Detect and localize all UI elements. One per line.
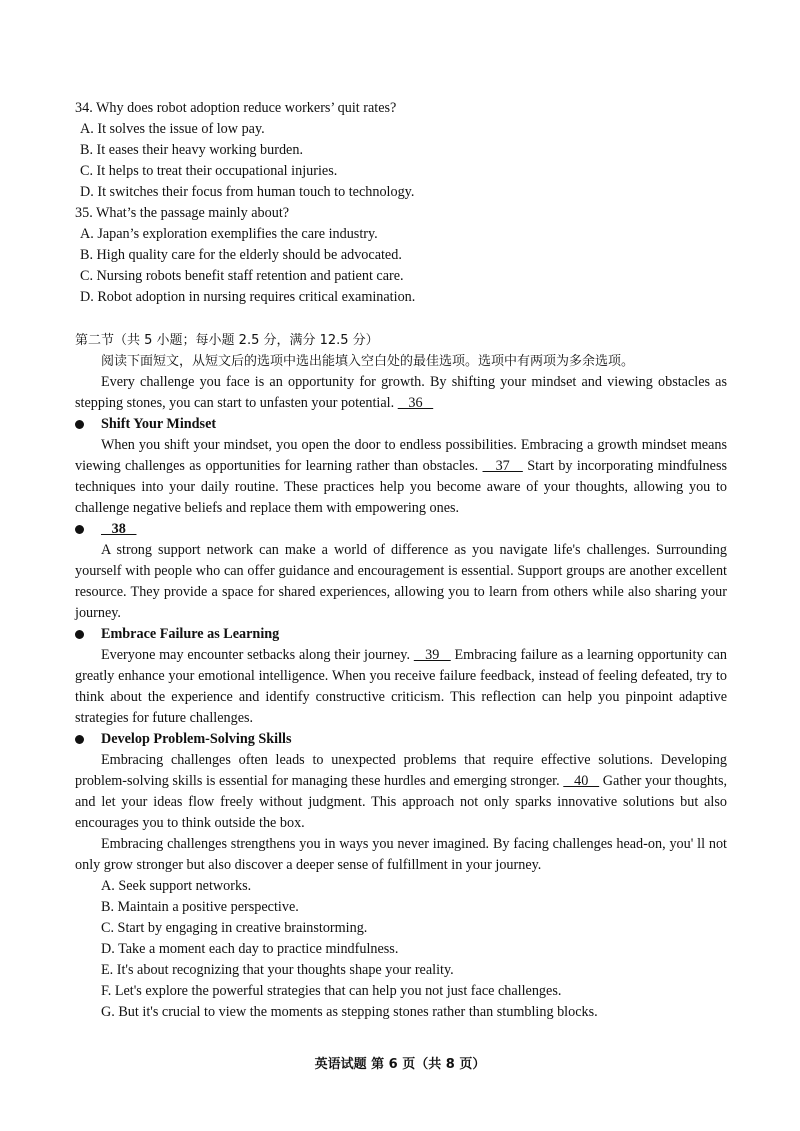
text: Start by incorporating mindfulness techniques into your daily routine. These practices help you become aware of your thoughts, allowing you to challenge negative beliefs and replace them with empowering ones.: [75, 458, 728, 516]
heading-text: Embrace Failure as Learning: [101, 626, 280, 642]
option: A. It solves the issue of low pay.: [80, 121, 265, 137]
question-34: 34. Why does robot adoption reduce workers’ quit rates?: [75, 100, 397, 116]
conclusion-paragraph: Embracing challenges strengthens you in ways you never imagined. By facing challenges head-on, you' ll not only grow stronger but also discover a deeper sense of fulfillment in your journey.: [75, 836, 727, 873]
blank-39: 39: [413, 647, 451, 663]
text: Embracing failure as a learning opportunity can greatly enhance your emotional intelligence. When you receive failure feedback, instead of feeling defeated, try to think about the experience and identify constructive criticism. This reflection can help you pinpoint adaptive strategies for future challenges.: [75, 647, 728, 726]
heading-problem-solving: [75, 729, 727, 750]
option: D. Robot adoption in nursing requires critical examination.: [80, 289, 416, 305]
heading-text: Shift Your Mindset: [101, 416, 217, 432]
question-35: 35. What’s the passage mainly about?: [75, 205, 290, 221]
text: When you shift your mindset, you open the door to endless possibilities. Embracing a growth mindset means viewing challenges as opportunities for learning rather than obstacles.: [75, 437, 727, 474]
blank-36: 36: [397, 395, 434, 411]
heading-shift-mindset: [75, 414, 727, 435]
option: C. Nursing robots benefit staff retention and patient care.: [80, 268, 404, 284]
choice: D. Take a moment each day to practice mindfulness.: [101, 941, 399, 957]
bullet-icon: [75, 735, 84, 744]
bullet-icon: [75, 525, 84, 534]
heading-embrace-failure: [75, 624, 727, 645]
page-footer: 英语试题 第 6 页（共 8 页）: [314, 1057, 486, 1072]
text: Embracing challenges often leads to unexpected problems that require effective solutions. Developing problem-solving skills is essential for managing these hurdles and emerging stronger.: [75, 752, 727, 789]
option: A. Japan’s exploration exemplifies the care industry.: [80, 226, 378, 242]
bullet-icon: [75, 420, 84, 429]
blank-38: 38: [101, 521, 137, 537]
blank-40: 40: [563, 773, 600, 789]
option: C. It helps to treat their occupational injuries.: [80, 163, 338, 179]
choice: C. Start by engaging in creative brainstorming.: [101, 920, 368, 936]
text: Everyone may encounter setbacks along their journey.: [101, 647, 410, 663]
text: Every challenge you face is an opportunity for growth. By shifting your mindset and viewing obstacles as stepping stones, you can start to unfasten your potential.: [75, 374, 727, 411]
bullet-icon: [75, 630, 84, 639]
choice: E. It's about recognizing that your thoughts shape your reality.: [101, 962, 454, 978]
heading-38: [75, 519, 727, 540]
option: D. It switches their focus from human touch to technology.: [80, 184, 415, 200]
choice: F. Let's explore the powerful strategies that can help you not just face challenges.: [101, 983, 562, 999]
paragraph: [75, 435, 727, 519]
heading-text: Develop Problem-Solving Skills: [101, 731, 292, 747]
option: B. It eases their heavy working burden.: [80, 142, 303, 158]
choice: B. Maintain a positive perspective.: [101, 899, 299, 915]
paragraph: [75, 750, 727, 834]
blank-37: 37: [482, 458, 523, 474]
exam-page: [75, 98, 727, 1023]
paragraph: [75, 645, 727, 729]
section-title: 第二节（共 5 小题；每小题 2.5 分，满分 12.5 分）: [75, 333, 379, 348]
choice: A. Seek support networks.: [101, 878, 252, 894]
option: B. High quality care for the elderly should be advocated.: [80, 247, 402, 263]
text: Gather your thoughts, and let your ideas flow freely without judgment. This approach not only sparks innovative solutions but also encourages you to think outside the box.: [75, 773, 728, 831]
paragraph: A strong support network can make a world of difference as you navigate life's challenges. Surrounding yourself with people who can offer guidance and encouragement is essential. Support groups are another excellent resource. They provide a space for shared experiences, allowing you to learn from others while also sharing your journey.: [75, 542, 727, 621]
intro-paragraph: [75, 372, 727, 414]
section-instruction: 阅读下面短文，从短文后的选项中选出能填入空白处的最佳选项。选项中有两项为多余选项。: [101, 354, 635, 369]
choice: G. But it's crucial to view the moments as stepping stones rather than stumbling blocks.: [101, 1004, 598, 1020]
